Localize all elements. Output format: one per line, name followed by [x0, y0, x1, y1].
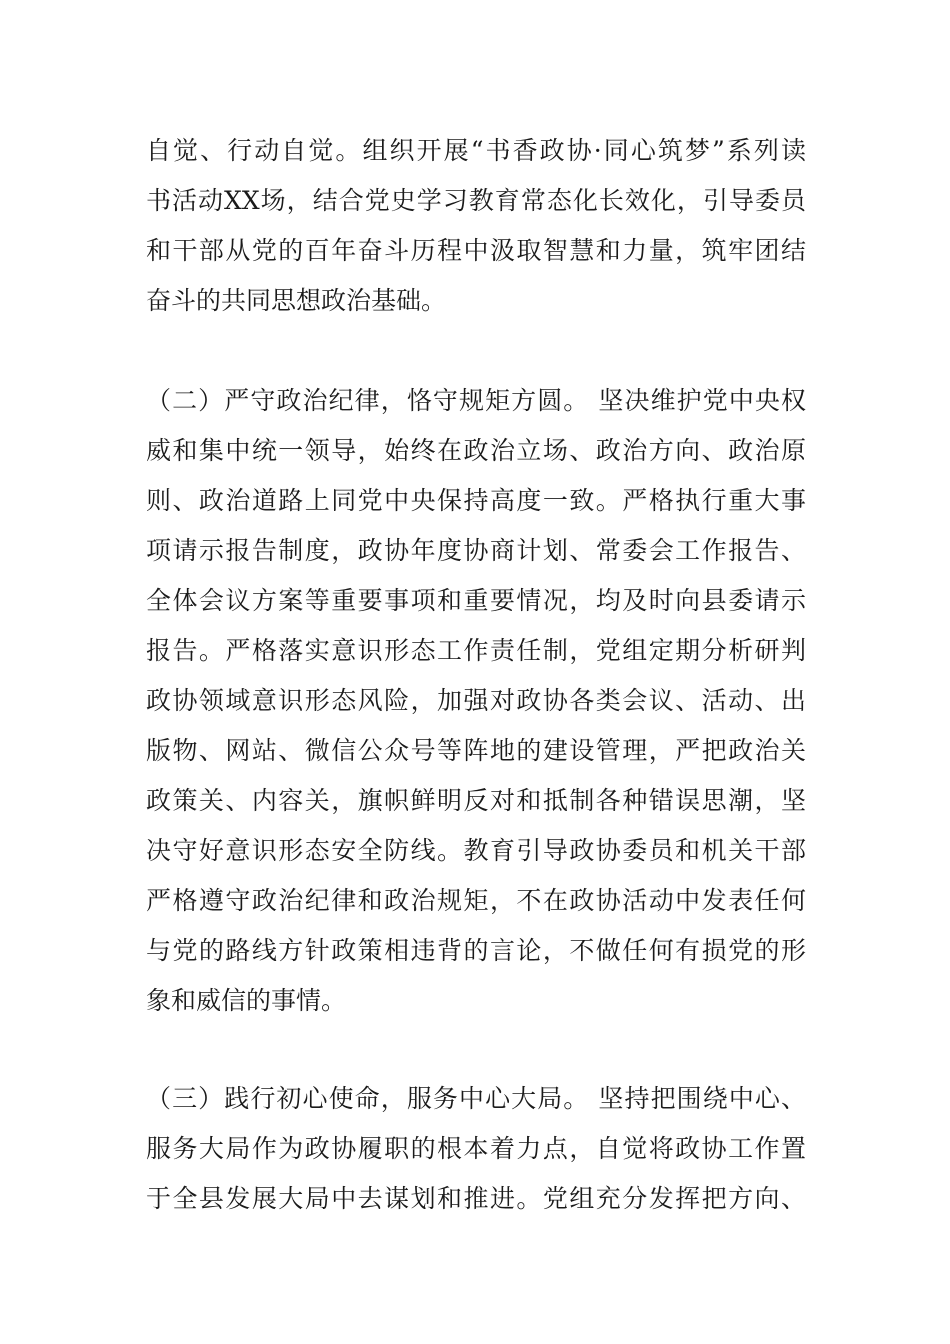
paragraph-2-line-8: 版物、网站、微信公众号等阵地的建设管理，严把政治关: [146, 736, 806, 765]
paragraph-2-line-6: 报告。严格落实意识形态工作责任制，党组定期分析研判: [146, 636, 806, 665]
paragraph-2-line-1: （二）严守政治纪律，恪守规矩方圆。 坚决维护党中央权: [146, 386, 806, 415]
paragraph-1-line-4: 奋斗的共同思想政治基础。: [146, 286, 447, 315]
paragraph-3-line-3: 于全县发展大局中去谋划和推进。党组充分发挥把方向、: [146, 1184, 806, 1213]
paragraph-1-line-3: 和干部从党的百年奋斗历程中汲取智慧和力量，筑牢团结: [146, 236, 806, 265]
paragraph-1-line-1: 自觉、行动自觉。组织开展“书香政协·同心筑梦”系列读: [146, 136, 806, 165]
paragraph-2-line-12: 与党的路线方针政策相违背的言论，不做任何有损党的形: [146, 936, 806, 965]
paragraph-3-line-2: 服务大局作为政协履职的根本着力点，自觉将政协工作置: [146, 1134, 806, 1163]
paragraph-3-line-1: （三）践行初心使命，服务中心大局。 坚持把围绕中心、: [146, 1084, 806, 1113]
paragraph-2-line-9: 政策关、内容关，旗帜鲜明反对和抵制各种错误思潮，坚: [146, 786, 806, 815]
paragraph-2-line-5: 全体会议方案等重要事项和重要情况，均及时向县委请示: [146, 586, 806, 615]
paragraph-2-line-11: 严格遵守政治纪律和政治规矩，不在政协活动中发表任何: [146, 886, 806, 915]
paragraph-2-line-7: 政协领域意识形态风险，加强对政协各类会议、活动、出: [146, 686, 806, 715]
paragraph-2-line-13: 象和威信的事情。: [146, 986, 347, 1015]
paragraph-1-line-2: 书活动XX场，结合党史学习教育常态化长效化，引导委员: [146, 186, 806, 215]
paragraph-2-line-4: 项请示报告制度，政协年度协商计划、常委会工作报告、: [146, 536, 806, 565]
paragraph-2-line-2: 威和集中统一领导，始终在政治立场、政治方向、政治原: [146, 436, 806, 465]
paragraph-2-line-3: 则、政治道路上同党中央保持高度一致。严格执行重大事: [146, 486, 806, 515]
paragraph-2-line-10: 决守好意识形态安全防线。教育引导政协委员和机关干部: [146, 836, 806, 865]
